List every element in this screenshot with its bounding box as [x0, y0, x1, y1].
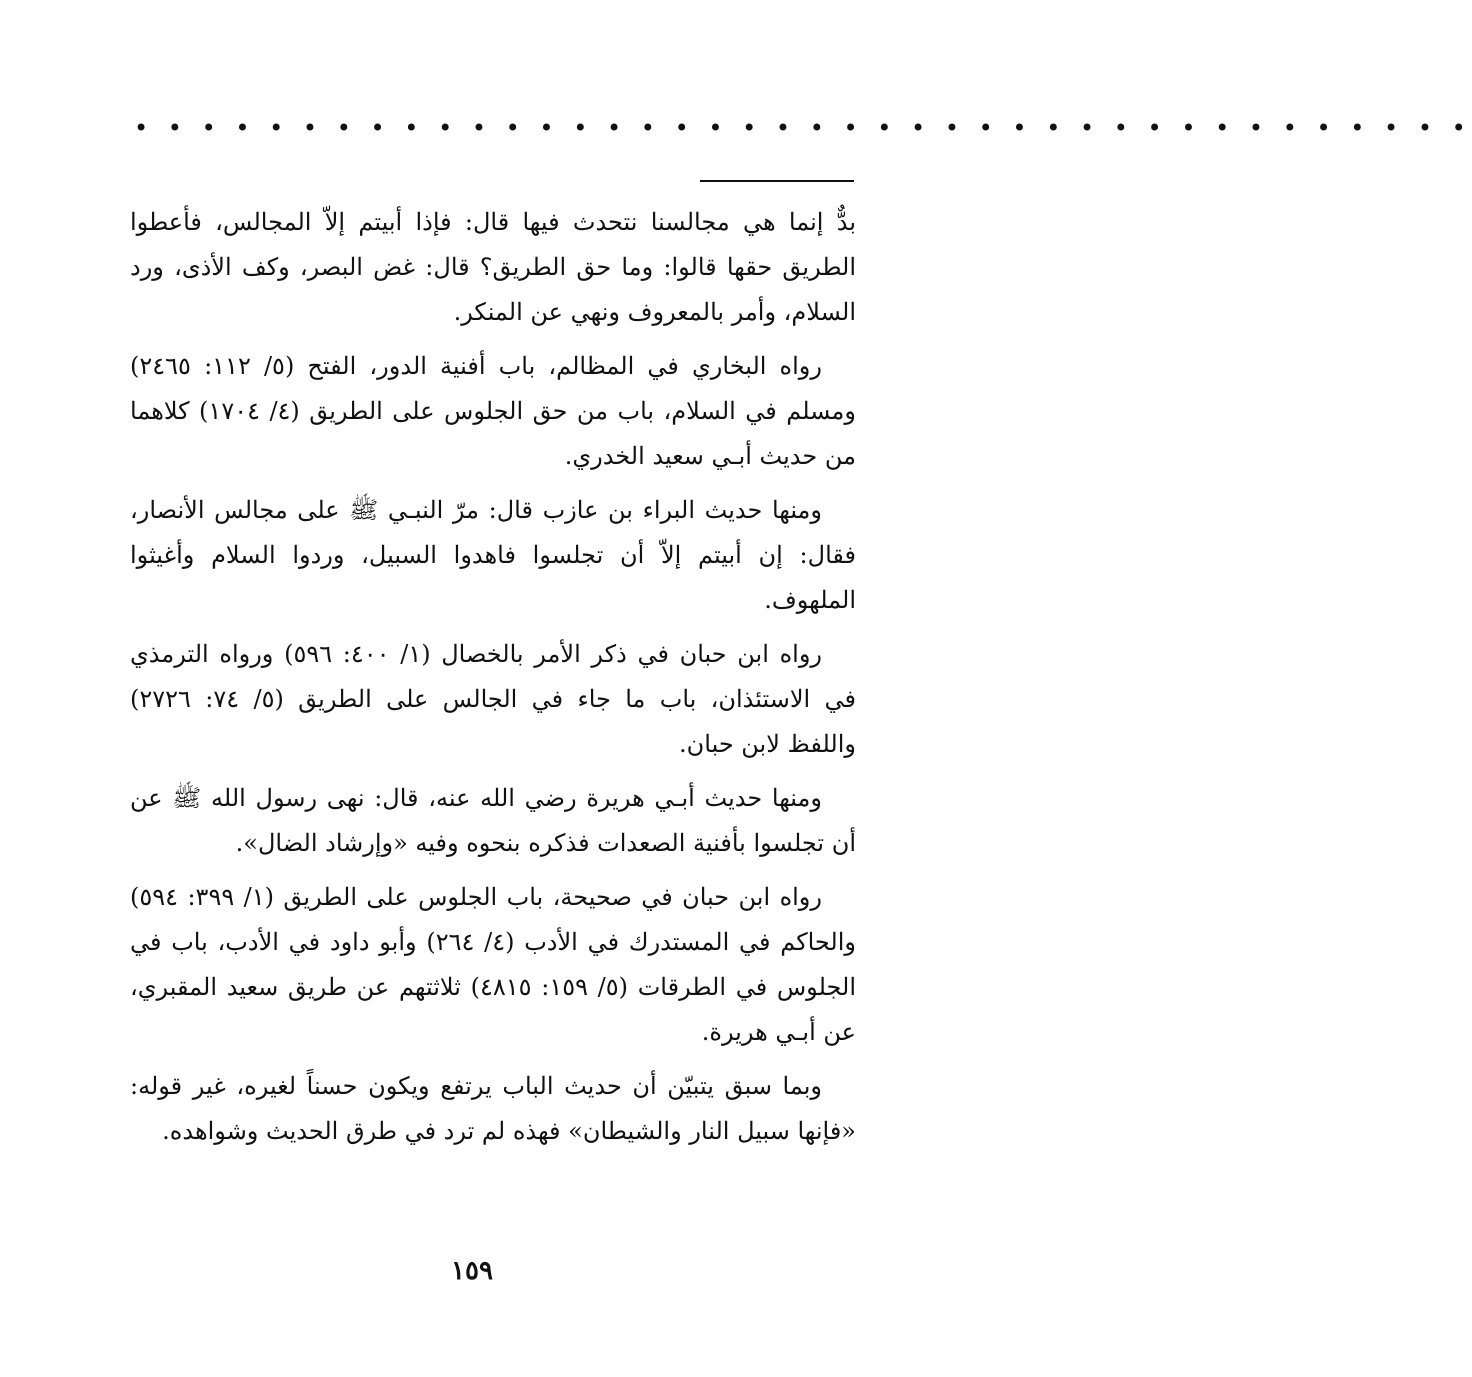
- paragraph-abu-hurayra-hadith: ومنها حديث أبـي هريرة رضي الله عنه، قال: نهى رسول الله ﷺ عن أن تجلسوا بأفنية الصعدات فذكره بنحوه وفيه «وإرشاد الضال».: [130, 784, 856, 857]
- page-body: [130, 200, 856, 1163]
- paragraph-bukhari-citation: رواه البخاري في المظالم، باب أفنية الدور، الفتح (٥/ ١١٢: ٢٤٦٥) ومسلم في السلام، باب من حق الجلوس على الطريق (٤/ ١٧٠٤) كلاهما من حديث أبـي سعيد الخدري.: [130, 352, 857, 470]
- paragraph-hadith-continuation: بدٌّ إنما هي مجالسنا نتحدث فيها قال: فإذا أبيتم إلاّ المجالس، فأعطوا الطريق حقها قالوا: وما حق الطريق؟ قال: غض البصر، وكف الأذى، ورد السلام، وأمر بالمعروف ونهي عن المنكر.: [130, 208, 856, 326]
- paragraph-bara-hadith: ومنها حديث البراء بن عازب قال: مرّ النبـي ﷺ على مجالس الأنصار، فقال: إن أبيتم إلاّ أن تجلسوا فاهدوا السبيل، وردوا السلام وأغيثوا الملهوف.: [130, 496, 856, 614]
- paragraph-conclusion: وبما سبق يتبيّن أن حديث الباب يرتفع ويكون حسناً لغيره، غير قوله: «فإنها سبيل النار والشيطان» فهذه لم ترد في طرق الحديث وشواهده.: [130, 1072, 856, 1145]
- paragraph-sahih-citation: رواه ابن حبان في صحيحة، باب الجلوس على الطريق (١/ ٣٩٩: ٥٩٤) والحاكم في المستدرك في الأدب (٤/ ٢٦٤) وأبو داود في الأدب، باب في الجلوس في الطرقات (٥/ ١٥٩: ٤٨١٥) ثلاثتهم عن طريق سعيد المقبري، عن أبـي هريرة.: [130, 883, 856, 1046]
- page-number: ١٥٩: [451, 1256, 493, 1286]
- dotted-separator: • • • • • • • • • • • • • • • • • • • • • • • • • • • • • • • • • • • • • • • •: [134, 114, 1472, 142]
- paragraph-ibn-hibban-citation: رواه ابن حبان في ذكر الأمر بالخصال (١/ ٤٠٠: ٥٩٦) ورواه الترمذي في الاستئذان، باب ما جاء في الجالس على الطريق (٥/ ٧٤: ٢٧٢٦) واللفظ لابن حبان.: [130, 640, 857, 758]
- footnote-rule: [700, 180, 854, 182]
